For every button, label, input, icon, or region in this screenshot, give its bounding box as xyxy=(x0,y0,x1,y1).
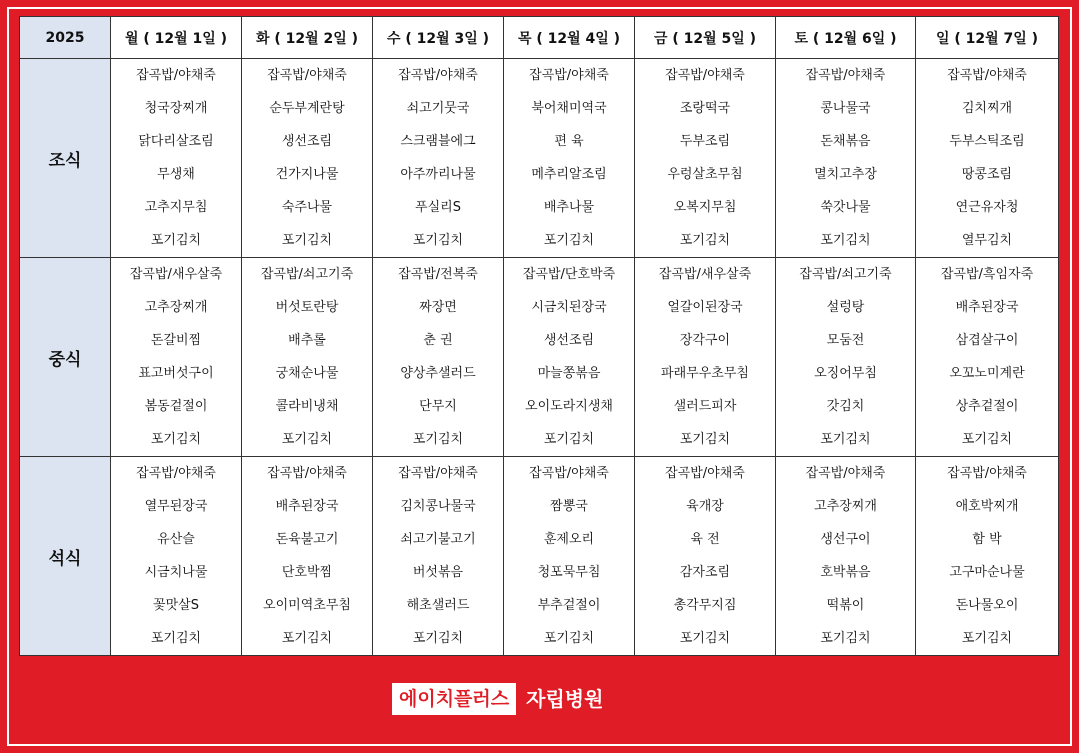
menu-item: 짜장면 xyxy=(419,299,457,315)
hospital-name: 자립병원 xyxy=(526,687,604,711)
menu-item: 연근유자청 xyxy=(955,199,1019,215)
menu-item: 파래무우초무침 xyxy=(661,365,749,381)
menu-item: 포기김치 xyxy=(679,630,731,646)
day-date: 12월 3일 xyxy=(416,30,478,47)
menu-item: 유산슬 xyxy=(157,531,195,547)
menu-item: 잡곡밥/야채죽 xyxy=(398,67,478,83)
menu-item: 잡곡밥/쇠고기죽 xyxy=(799,266,892,282)
menu-cell xyxy=(373,59,504,258)
menu-cell xyxy=(916,258,1059,457)
menu-item-list xyxy=(111,457,241,655)
menu-item: 잡곡밥/야채죽 xyxy=(947,465,1027,481)
menu-cell xyxy=(111,457,242,656)
menu-item: 오꼬노미계란 xyxy=(949,365,1025,381)
menu-item: 오이도라지생채 xyxy=(525,398,613,414)
menu-item: 삼겹살구이 xyxy=(955,332,1019,348)
menu-cell xyxy=(111,258,242,457)
menu-item: 갓김치 xyxy=(826,398,865,414)
menu-item: 잡곡밥/야채죽 xyxy=(529,465,609,481)
menu-item: 순두부계란탕 xyxy=(269,100,345,116)
menu-item: 단무지 xyxy=(419,398,457,414)
menu-item: 무생채 xyxy=(157,166,195,182)
menu-item-list xyxy=(776,457,915,655)
menu-item-list xyxy=(373,457,503,655)
day-header-thu xyxy=(504,17,635,59)
menu-item: 얼갈이된장국 xyxy=(667,299,743,315)
menu-item-list xyxy=(242,457,372,655)
menu-item-list xyxy=(776,258,915,456)
menu-cell xyxy=(111,59,242,258)
menu-item: 포기김치 xyxy=(281,431,333,447)
menu-item: 궁채순나물 xyxy=(275,365,339,381)
menu-item: 잡곡밥/야채죽 xyxy=(267,465,347,481)
menu-item: 포기김치 xyxy=(679,232,731,248)
menu-item: 포기김치 xyxy=(150,232,202,248)
menu-item: 포기김치 xyxy=(281,232,333,248)
menu-cell xyxy=(776,59,916,258)
day-header-text: 화 ( 12월 2일 ) xyxy=(255,30,359,47)
menu-item: 잡곡밥/야채죽 xyxy=(805,67,886,83)
menu-item: 배추된장국 xyxy=(955,299,1019,315)
meal-row xyxy=(20,457,1059,656)
menu-item: 육개장 xyxy=(686,498,724,514)
menu-item: 샐러드피자 xyxy=(673,398,737,414)
day-name: 수 xyxy=(386,30,401,47)
day-header-fri xyxy=(635,17,776,59)
menu-item: 돈나물오이 xyxy=(955,597,1019,613)
menu-item: 잡곡밥/야채죽 xyxy=(529,67,609,83)
menu-item-list xyxy=(635,258,775,456)
menu-cell xyxy=(504,59,635,258)
day-header-text: 월 ( 12월 1일 ) xyxy=(124,30,228,47)
menu-item: 두부조림 xyxy=(679,133,731,149)
menu-item: 표고버섯구이 xyxy=(138,365,214,381)
menu-item: 상추겉절이 xyxy=(955,398,1019,414)
menu-item-list xyxy=(776,59,915,257)
menu-item: 돈채볶음 xyxy=(820,133,871,149)
menu-item: 청국장찌개 xyxy=(144,100,208,116)
menu-item: 포기김치 xyxy=(820,630,871,646)
menu-item: 콜라비냉채 xyxy=(275,398,339,414)
menu-item: 시금치나물 xyxy=(144,564,208,580)
menu-item: 땅콩조림 xyxy=(961,166,1013,182)
day-date: 12월 6일 xyxy=(824,30,886,47)
menu-item: 생선구이 xyxy=(820,531,871,547)
menu-item: 숙주나물 xyxy=(281,199,333,215)
menu-item: 떡볶이 xyxy=(826,597,865,613)
year-cell: 2025 xyxy=(20,17,111,59)
day-date: 12월 2일 xyxy=(285,30,347,47)
menu-item: 쇠고기뭇국 xyxy=(406,100,470,116)
menu-item: 설렁탕 xyxy=(826,299,865,315)
day-date: 12월 4일 xyxy=(547,30,609,47)
menu-item: 스크램블에그 xyxy=(400,133,476,149)
menu-item: 잡곡밥/야채죽 xyxy=(136,465,216,481)
menu-item: 고추장찌개 xyxy=(814,498,877,514)
menu-item: 포기김치 xyxy=(150,630,202,646)
menu-item: 아주까리나물 xyxy=(400,166,476,182)
menu-item: 시금치된장국 xyxy=(531,299,607,315)
menu-item: 오징어무침 xyxy=(814,365,877,381)
menu-item-list xyxy=(373,59,503,257)
day-name: 일 xyxy=(935,30,950,47)
menu-item: 두부스틱조림 xyxy=(949,133,1025,149)
menu-item: 버섯토란탕 xyxy=(275,299,339,315)
menu-item-list xyxy=(111,258,241,456)
menu-item: 포기김치 xyxy=(543,431,595,447)
menu-item: 해초샐러드 xyxy=(406,597,470,613)
day-date: 12월 7일 xyxy=(965,30,1027,47)
menu-item: 포기김치 xyxy=(961,431,1013,447)
menu-item-list xyxy=(504,457,634,655)
day-date: 12월 1일 xyxy=(154,30,216,47)
menu-item-list xyxy=(504,59,634,257)
menu-item: 잡곡밥/새우살죽 xyxy=(129,266,223,282)
meal-label: 석식 xyxy=(20,457,111,656)
menu-item: 잡곡밥/야채죽 xyxy=(136,67,216,83)
menu-item: 춘 권 xyxy=(423,332,453,348)
menu-cell xyxy=(242,258,373,457)
menu-item: 고추장찌개 xyxy=(144,299,208,315)
menu-item: 쑥갓나물 xyxy=(820,199,871,215)
menu-cell xyxy=(635,59,776,258)
menu-item: 포기김치 xyxy=(820,232,871,248)
table-header xyxy=(20,17,1059,59)
menu-item: 총각무지짐 xyxy=(673,597,737,613)
menu-item: 포기김치 xyxy=(150,431,202,447)
menu-item: 포기김치 xyxy=(543,630,595,646)
day-header-text: 금 ( 12월 5일 ) xyxy=(653,30,757,47)
menu-item: 호박볶음 xyxy=(820,564,871,580)
meal-label: 중식 xyxy=(20,258,111,457)
menu-item: 짬뽕국 xyxy=(550,498,588,514)
menu-item-list xyxy=(242,59,372,257)
menu-cell xyxy=(504,258,635,457)
menu-item: 잡곡밥/야채죽 xyxy=(665,67,745,83)
menu-item: 함 박 xyxy=(972,531,1002,547)
menu-cell xyxy=(242,457,373,656)
day-header-tue xyxy=(242,17,373,59)
menu-item: 조랑떡국 xyxy=(679,100,731,116)
brand-logo-box: 에이치플러스 xyxy=(392,683,516,715)
header-row xyxy=(20,17,1059,59)
menu-cell xyxy=(504,457,635,656)
menu-item-list xyxy=(504,258,634,456)
day-name: 토 xyxy=(794,30,808,47)
menu-item: 포기김치 xyxy=(543,232,595,248)
menu-item-list xyxy=(916,258,1058,456)
hospital-logo xyxy=(392,683,603,715)
menu-cell xyxy=(635,258,776,457)
menu-cell xyxy=(776,258,916,457)
day-header-text: 수 ( 12월 3일 ) xyxy=(386,30,490,47)
day-header-sun xyxy=(916,17,1059,59)
menu-item: 잡곡밥/야채죽 xyxy=(947,67,1027,83)
menu-item: 멸치고추장 xyxy=(814,166,877,182)
meal-row xyxy=(20,59,1059,258)
menu-item: 장각구이 xyxy=(679,332,731,348)
menu-item: 청포묵무침 xyxy=(537,564,601,580)
day-name: 월 xyxy=(124,30,139,47)
menu-item: 배추롤 xyxy=(288,332,326,348)
menu-item: 메추리알조림 xyxy=(531,166,607,182)
menu-item: 콩나물국 xyxy=(820,100,871,116)
menu-item: 잡곡밥/야채죽 xyxy=(665,465,745,481)
meal-menu-table xyxy=(19,16,1059,656)
menu-item-list xyxy=(635,59,775,257)
day-header-mon xyxy=(111,17,242,59)
menu-item: 오복지무침 xyxy=(673,199,737,215)
day-name: 화 xyxy=(255,30,270,47)
menu-item: 양상추샐러드 xyxy=(400,365,476,381)
menu-item: 김치콩나물국 xyxy=(400,498,476,514)
menu-item: 봄동겉절이 xyxy=(144,398,208,414)
menu-item: 돈갈비찜 xyxy=(150,332,202,348)
menu-item-list xyxy=(242,258,372,456)
menu-item: 잡곡밥/전복죽 xyxy=(398,266,478,282)
menu-item: 고구마순나물 xyxy=(949,564,1025,580)
day-header-text: 목 ( 12월 4일 ) xyxy=(517,30,621,47)
meal-label: 조식 xyxy=(20,59,111,258)
day-name: 금 xyxy=(653,30,668,47)
menu-item: 잡곡밥/새우살죽 xyxy=(658,266,752,282)
menu-item: 잡곡밥/단호박죽 xyxy=(522,266,616,282)
menu-item-list xyxy=(111,59,241,257)
menu-cell xyxy=(635,457,776,656)
menu-cell xyxy=(916,59,1059,258)
menu-item: 김치찌개 xyxy=(961,100,1013,116)
menu-item: 포기김치 xyxy=(961,630,1013,646)
menu-item: 건가지나물 xyxy=(275,166,339,182)
day-header-text: 일 ( 12월 7일 ) xyxy=(935,30,1039,47)
meal-row xyxy=(20,258,1059,457)
menu-cell xyxy=(373,258,504,457)
menu-item: 부추겉절이 xyxy=(537,597,601,613)
menu-item: 애호박찌개 xyxy=(955,498,1019,514)
table-body xyxy=(20,59,1059,656)
day-date: 12월 5일 xyxy=(683,30,745,47)
day-header-sat xyxy=(776,17,916,59)
menu-item: 잡곡밥/야채죽 xyxy=(267,67,347,83)
menu-item: 포기김치 xyxy=(820,431,871,447)
menu-item: 열무된장국 xyxy=(144,498,208,514)
menu-item: 닭다리살조림 xyxy=(138,133,214,149)
day-header-text: 토 ( 12월 6일 ) xyxy=(794,30,897,47)
menu-item: 감자조림 xyxy=(679,564,731,580)
menu-item: 우렁살초무침 xyxy=(667,166,743,182)
menu-item: 배추나물 xyxy=(543,199,595,215)
menu-item: 훈제오리 xyxy=(543,531,595,547)
menu-item: 고추지무침 xyxy=(144,199,208,215)
menu-item: 마늘쫑볶음 xyxy=(537,365,601,381)
menu-item: 잡곡밥/쇠고기죽 xyxy=(260,266,354,282)
menu-item-list xyxy=(916,59,1058,257)
menu-item-list xyxy=(635,457,775,655)
menu-item: 포기김치 xyxy=(412,630,464,646)
menu-item: 열무김치 xyxy=(961,232,1013,248)
menu-item: 모둠전 xyxy=(826,332,865,348)
menu-item: 생선조림 xyxy=(281,133,333,149)
menu-item-list xyxy=(916,457,1058,655)
day-name: 목 xyxy=(517,30,532,47)
menu-item: 버섯볶음 xyxy=(412,564,464,580)
menu-item: 잡곡밥/흑임자죽 xyxy=(940,266,1034,282)
menu-item-list xyxy=(373,258,503,456)
menu-item: 생선조림 xyxy=(543,332,595,348)
menu-item: 육 전 xyxy=(690,531,720,547)
menu-item: 오이미역초무침 xyxy=(263,597,351,613)
menu-cell xyxy=(916,457,1059,656)
menu-item: 북어채미역국 xyxy=(531,100,607,116)
menu-item: 쇠고기불고기 xyxy=(400,531,476,547)
menu-item: 포기김치 xyxy=(412,431,464,447)
menu-item: 잡곡밥/야채죽 xyxy=(805,465,886,481)
menu-item: 잡곡밥/야채죽 xyxy=(398,465,478,481)
menu-item: 포기김치 xyxy=(412,232,464,248)
menu-item: 꽃맛살S xyxy=(153,597,199,613)
menu-cell xyxy=(776,457,916,656)
day-header-wed xyxy=(373,17,504,59)
menu-item: 푸실리S xyxy=(415,199,461,215)
menu-cell xyxy=(373,457,504,656)
menu-item: 배추된장국 xyxy=(275,498,339,514)
menu-item: 편 육 xyxy=(554,133,584,149)
menu-item: 포기김치 xyxy=(679,431,731,447)
menu-item: 포기김치 xyxy=(281,630,333,646)
menu-item: 돈육불고기 xyxy=(275,531,339,547)
menu-item: 단호박찜 xyxy=(281,564,333,580)
menu-cell xyxy=(242,59,373,258)
